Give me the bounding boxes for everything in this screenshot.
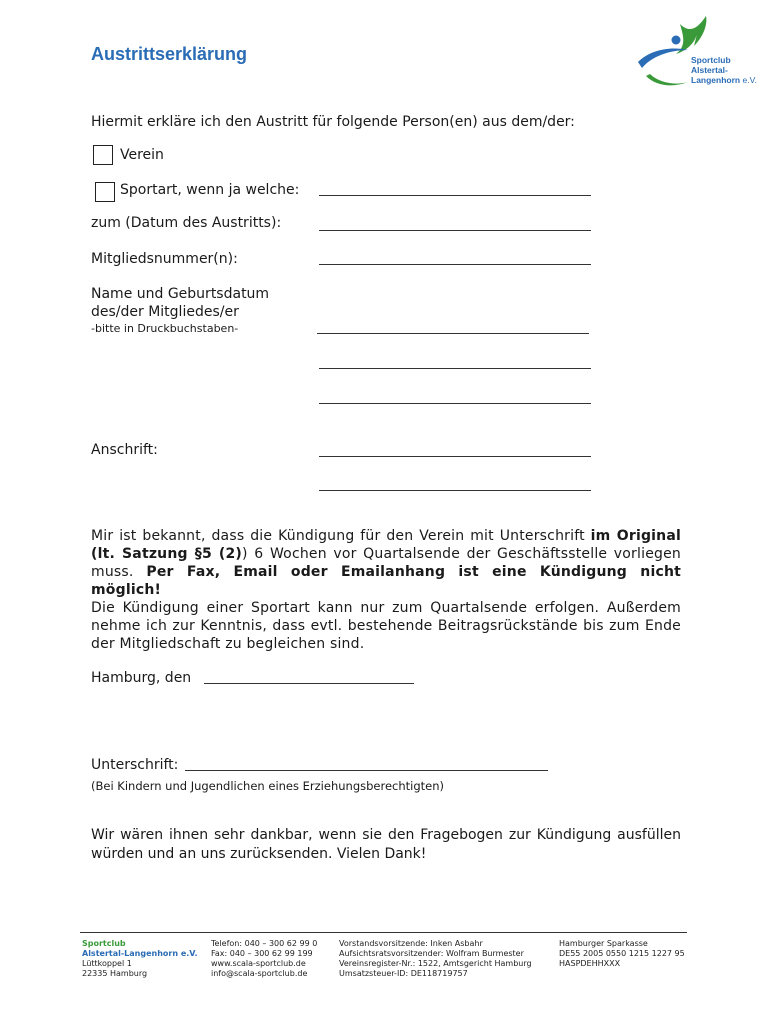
place-date-field[interactable] <box>204 683 414 684</box>
mitglied-field[interactable] <box>319 264 591 265</box>
signature-hint: (Bei Kindern und Jugendlichen eines Erziehungsberechtigten) <box>91 779 445 793</box>
sportart-label: Sportart, wenn ja welche: <box>120 182 300 198</box>
mitglied-label: Mitgliedsnummer(n): <box>91 251 238 267</box>
logo-text: Sportclub Alstertal- Langenhorn e.V. <box>691 55 757 85</box>
name-hint: -bitte in Druckbuchstaben- <box>91 322 239 335</box>
footer-board: Vorstandsvorsitzende: Inken Asbahr Aufsichtsratsvorsitzender: Wolfram Burmester Vereinsregister-Nr.: 1522, Amtsgericht Hamburg Umsatzsteuer-ID: DE118719757 <box>339 939 532 978</box>
name-label: Name und Geburtsdatum des/der Mitgliedes/er <box>91 286 270 320</box>
anschrift-field-1[interactable] <box>319 456 591 457</box>
place-date-label: Hamburg, den <box>91 670 192 686</box>
footer-divider <box>80 932 687 933</box>
name-field-2[interactable] <box>319 368 591 369</box>
datum-label: zum (Datum des Austritts): <box>91 215 282 231</box>
datum-field[interactable] <box>319 230 591 231</box>
closing-text: Wir wären ihnen sehr dankbar, wenn sie den Fragebogen zur Kündigung ausfüllen würden und an uns zurücksenden. Vielen Dank! <box>91 827 681 862</box>
verein-label: Verein <box>120 147 164 163</box>
notice-paragraph: Mir ist bekannt, dass die Kündigung für den Verein mit Unterschrift im Original (lt. Satzung §5 (2)) 6 Wochen vor Quartalsende der Geschäftsstelle vorliegen muss. Per Fax, Email oder Emailanhang ist eine Kündigung nicht möglich! Die Kündigung einer Sportart kann nur zum Quartalsende erfolgen. Außerdem nehme ich zur Kenntnis, dass evtl. bestehende Beitragsrückstände bis zum Ende der Mitgliedschaft zu begleichen sind. <box>91 528 681 652</box>
footer-email-link[interactable]: info@scala-sportclub.de <box>211 969 308 978</box>
footer-website-link[interactable]: www.scala-sportclub.de <box>211 959 306 968</box>
footer-bank: Hamburger Sparkasse DE55 2005 0550 1215 1227 95 HASPDEHHXXX <box>559 939 685 968</box>
anschrift-label: Anschrift: <box>91 442 158 458</box>
anschrift-field-2[interactable] <box>319 490 591 491</box>
signature-field[interactable] <box>185 770 548 771</box>
sportart-checkbox[interactable] <box>95 182 115 202</box>
sportart-field[interactable] <box>319 195 591 196</box>
verein-checkbox[interactable] <box>93 145 113 165</box>
footer-address: Sportclub Alstertal-Langenhorn e.V. Lüttkoppel 1 22335 Hamburg <box>82 939 198 978</box>
page-title: Austrittserklärung <box>91 44 248 64</box>
name-field-1[interactable] <box>317 333 589 334</box>
intro-text: Hiermit erkläre ich den Austritt für folgende Person(en) aus dem/der: <box>91 114 575 130</box>
footer-contact: Telefon: 040 – 300 62 99 0 Fax: 040 – 300 62 99 199 www.scala-sportclub.de info@scala-sportclub.de <box>211 939 318 978</box>
signature-label: Unterschrift: <box>91 757 179 773</box>
name-field-3[interactable] <box>319 403 591 404</box>
